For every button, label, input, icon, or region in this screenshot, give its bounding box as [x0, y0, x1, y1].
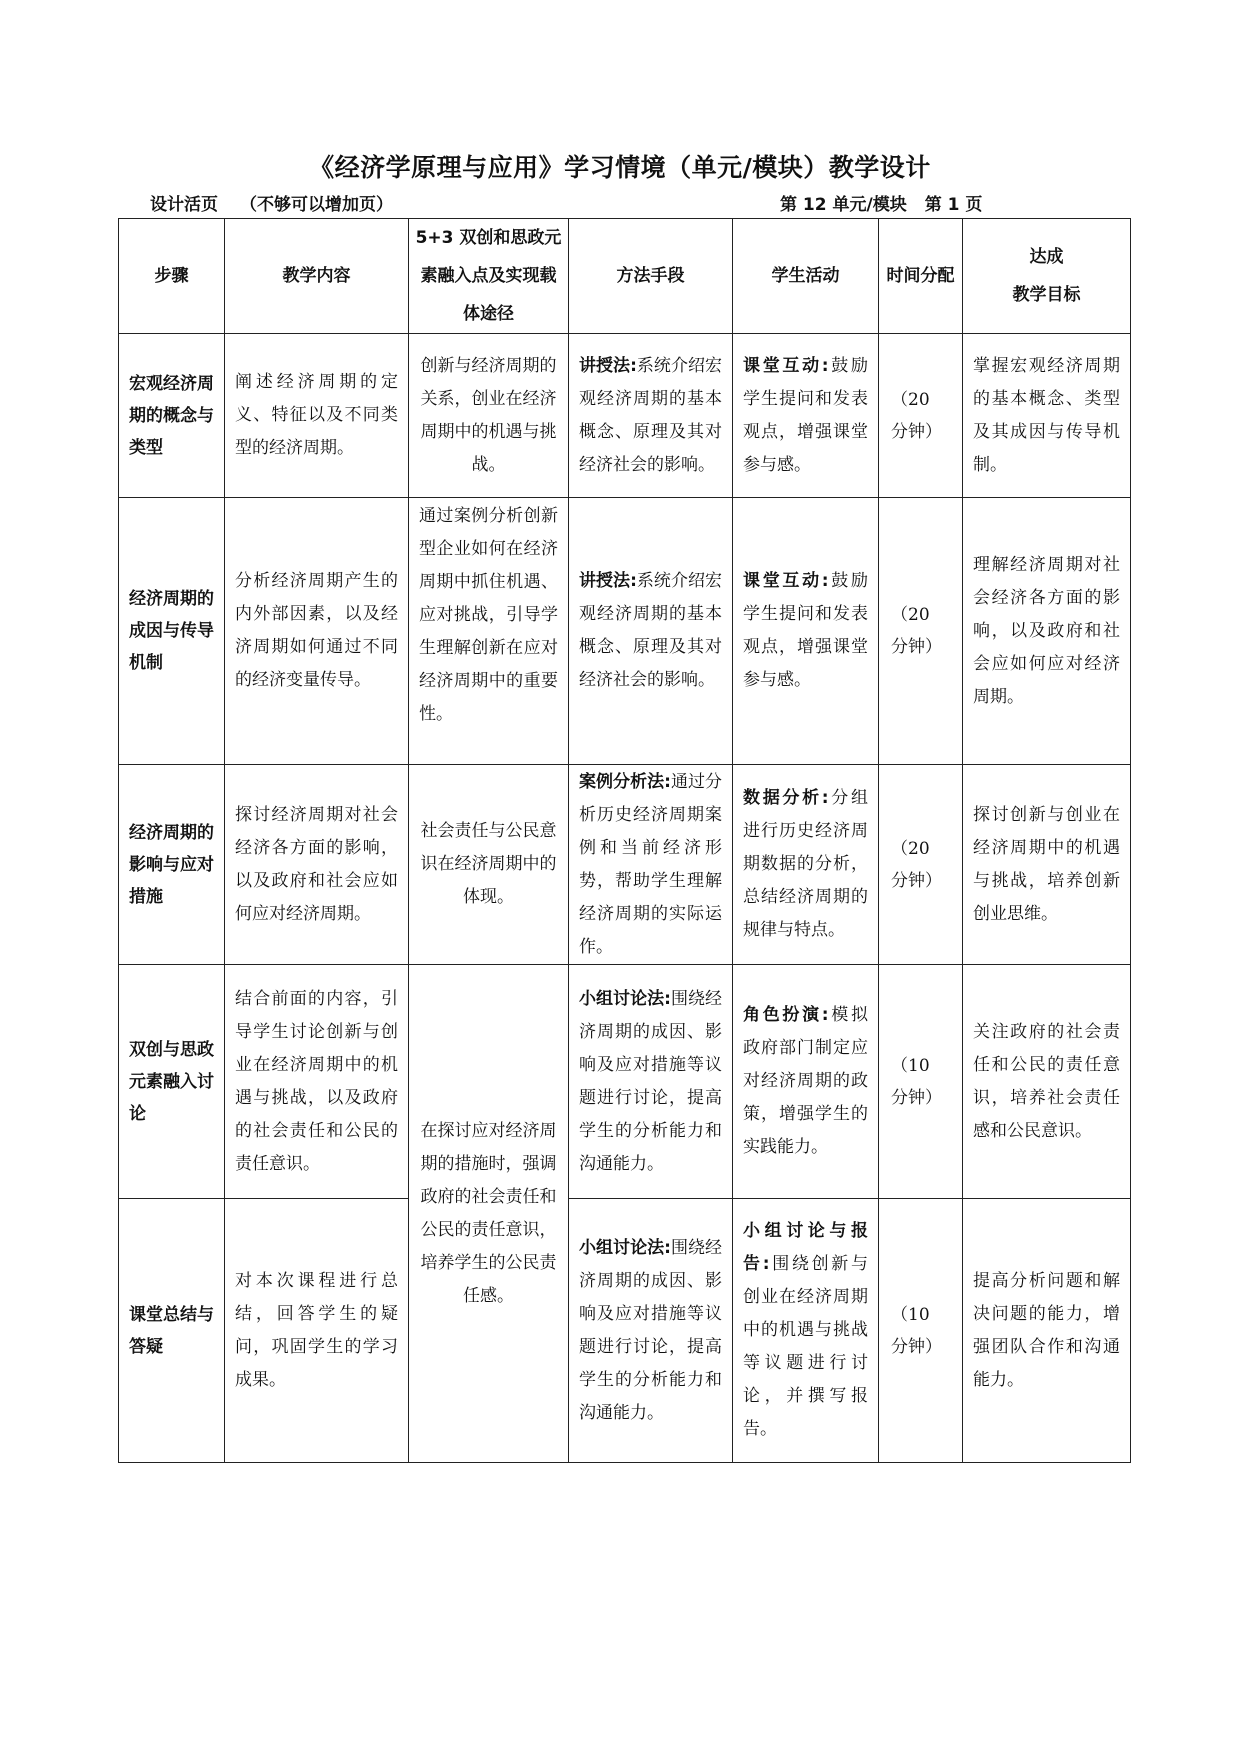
header-step: 步骤 [119, 219, 225, 334]
header-time: 时间分配 [879, 219, 963, 334]
activity-text: 鼓励学生提问和发表观点，增强课堂参与感。 [743, 355, 868, 475]
goal-cell: 提高分析问题和解决问题的能力，增强团队合作和沟通能力。 [963, 1199, 1131, 1463]
table-row [119, 1199, 1131, 1463]
time-cell: （10 分钟） [879, 1199, 963, 1463]
header-ideology: 5+3 双创和思政元素融入点及实现载体途径 [409, 219, 569, 334]
method-cell [569, 765, 733, 965]
header-goal [963, 219, 1131, 334]
step-cell: 经济周期的影响与应对措施 [119, 765, 225, 965]
goal-cell: 探讨创新与创业在经济周期中的机遇与挑战，培养创新创业思维。 [963, 765, 1131, 965]
activity-keyword: 数据分析: [743, 788, 829, 808]
ideology-cell: 社会责任与公民意识在经济周期中的体现。 [409, 765, 569, 965]
method-cell [569, 498, 733, 765]
header-content: 教学内容 [225, 219, 409, 334]
ideology-cell: 创新与经济周期的关系，创业在经济周期中的机遇与挑战。 [409, 334, 569, 498]
design-sheet-label [150, 190, 393, 215]
activity-cell [733, 965, 879, 1199]
time-cell: （20 分钟） [879, 498, 963, 765]
activity-cell [733, 498, 879, 765]
method-text: 围绕经济周期的成因、影响及应对措施等议题进行讨论，提高学生的分析能力和沟通能力。 [579, 1237, 722, 1423]
goal-cell: 关注政府的社会责任和公民的责任意识，培养社会责任感和公民意识。 [963, 965, 1131, 1199]
page-number: 第 1 页 [924, 195, 983, 215]
sheet-note: （不够可以增加页） [240, 195, 393, 215]
activity-keyword: 课堂互动: [743, 571, 829, 591]
table-header-row [119, 219, 1131, 334]
time-cell: （20 分钟） [879, 334, 963, 498]
unit-number: 第 12 单元/模块 [780, 195, 907, 215]
method-cell [569, 1199, 733, 1463]
method-cell [569, 965, 733, 1199]
table-row [119, 965, 1131, 1199]
time-cell: （10 分钟） [879, 965, 963, 1199]
activity-cell [733, 334, 879, 498]
method-keyword: 小组讨论法: [579, 988, 671, 1009]
activity-text: 鼓励学生提问和发表观点，增强课堂参与感。 [743, 571, 868, 690]
method-text: 围绕经济周期的成因、影响及应对措施等议题进行讨论，提高学生的分析能力和沟通能力。 [579, 988, 722, 1174]
activity-text: 分组进行历史经济周期数据的分析，总结经济周期的规律与特点。 [743, 788, 868, 940]
method-cell [569, 334, 733, 498]
document-title: 《经济学原理与应用》学习情境（单元/模块）教学设计 [309, 153, 931, 182]
method-text: 系统介绍宏观经济周期的基本概念、原理及其对经济社会的影响。 [579, 355, 722, 475]
header-goal-line2: 教学目标 [1012, 285, 1081, 305]
unit-page-label [780, 190, 982, 215]
activity-text: 围绕创新与创业在经济周期中的机遇与挑战等议题进行讨论，并撰写报告。 [743, 1254, 868, 1439]
content-cell: 探讨经济周期对社会经济各方面的影响，以及政府和社会应如何应对经济周期。 [225, 765, 409, 965]
activity-cell [733, 765, 879, 965]
method-keyword: 讲授法: [579, 571, 637, 591]
method-keyword: 讲授法: [579, 355, 637, 376]
step-cell: 宏观经济周期的概念与类型 [119, 334, 225, 498]
table-row [119, 334, 1131, 498]
method-keyword: 案例分析法: [579, 771, 671, 792]
activity-keyword: 小组讨论与报告: [743, 1221, 868, 1274]
header-method: 方法手段 [569, 219, 733, 334]
content-cell: 结合前面的内容，引导学生讨论创新与创业在经济周期中的机遇与挑战，以及政府的社会责任和公民的责任意识。 [225, 965, 409, 1199]
header-goal-line1: 达成 [1029, 247, 1064, 267]
content-cell: 分析经济周期产生的内外部因素，以及经济周期如何通过不同的经济变量传导。 [225, 498, 409, 765]
table-row [119, 498, 1131, 765]
ideology-cell: 通过案例分析创新型企业如何在经济周期中抓住机遇、应对挑战，引导学生理解创新在应对经济周期中的重要性。 [409, 498, 569, 765]
method-keyword: 小组讨论法: [579, 1237, 671, 1258]
content-cell: 阐述经济周期的定义、特征以及不同类型的经济周期。 [225, 334, 409, 498]
teaching-design-table [118, 218, 1131, 1463]
activity-cell [733, 1199, 879, 1463]
time-cell: （20 分钟） [879, 765, 963, 965]
sheet-label: 设计活页 [150, 195, 218, 215]
activity-keyword: 课堂互动: [743, 355, 829, 376]
header-activity: 学生活动 [733, 219, 879, 334]
step-cell: 课堂总结与答疑 [119, 1199, 225, 1463]
step-cell: 双创与思政元素融入讨论 [119, 965, 225, 1199]
activity-text: 模拟政府部门制定应对经济周期的政策，增强学生的实践能力。 [743, 1005, 868, 1157]
activity-keyword: 角色扮演: [743, 1005, 829, 1025]
content-cell: 对本次课程进行总结，回答学生的疑问，巩固学生的学习成果。 [225, 1199, 409, 1463]
method-text: 系统介绍宏观经济周期的基本概念、原理及其对经济社会的影响。 [579, 571, 722, 690]
table-row [119, 765, 1131, 965]
step-cell: 经济周期的成因与传导机制 [119, 498, 225, 765]
method-text: 通过分析历史经济周期案例和当前经济形势，帮助学生理解经济周期的实际运作。 [579, 771, 722, 957]
ideology-cell: 在探讨应对经济周期的措施时，强调政府的社会责任和公民的责任意识，培养学生的公民责任感。 [409, 965, 569, 1463]
goal-cell: 理解经济周期对社会经济各方面的影响，以及政府和社会应如何应对经济周期。 [963, 498, 1131, 765]
goal-cell: 掌握宏观经济周期的基本概念、类型及其成因与传导机制。 [963, 334, 1131, 498]
